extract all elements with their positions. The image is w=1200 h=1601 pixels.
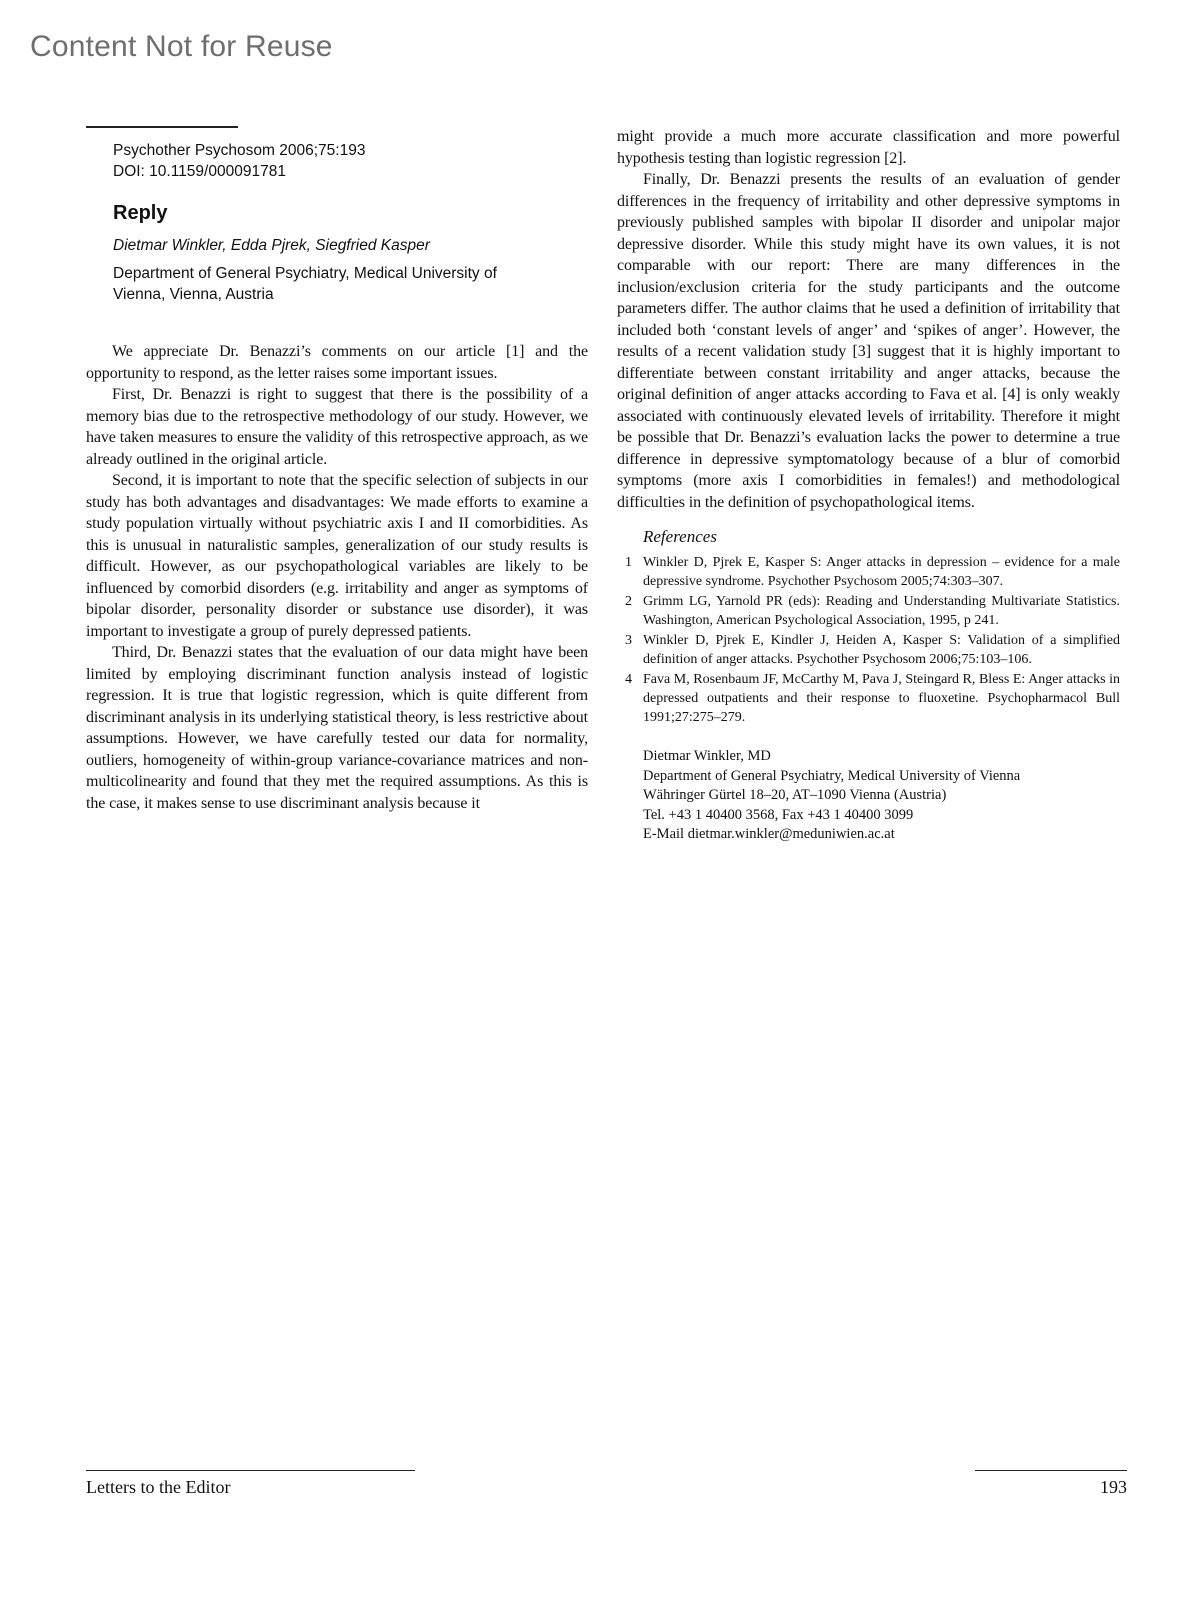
correspondence-phone: Tel. +43 1 40400 3568, Fax +43 1 40400 3099 — [643, 806, 914, 823]
affiliation-line-2: Vienna, Vienna, Austria — [113, 286, 274, 303]
references-heading: References — [643, 527, 717, 546]
affiliation-line-1: Department of General Psychiatry, Medical University of — [113, 265, 497, 282]
paragraph-second: Second, it is important to note that the specific selection of subjects in our study has both advantages and disadvantages: We made efforts to examine a study population virtually without psychiatric axis I and II comorbidities. As this is unusual in naturalistic samples, generalization of our study results is difficult. However, as our psychopathological variables are likely to be influenced by comorbid disorders (e.g. irritability and anger as symptoms of bipolar disorder, personality disorder or substance use disorder), it was important to investigate a group of purely depressed patients. — [86, 472, 588, 640]
footer-page-number: 193 — [1100, 1477, 1127, 1497]
reference-text: Winkler D, Pjrek E, Kasper S: Anger attacks in depression – evidence for a male depressive syndrome. Psychother Psychosom 2005;74:303–307. — [643, 555, 1120, 589]
reference-number: 3 — [625, 633, 632, 648]
doi: DOI: 10.1159/000091781 — [113, 163, 286, 180]
correspondence-email: E-Mail dietmar.winkler@meduniwien.ac.at — [643, 826, 895, 842]
paragraph-finally: Finally, Dr. Benazzi presents the results of an evaluation of gender differences in the frequency of irritability and other depressive symptoms in previously published samples with bipolar II disorder and unipolar major depressive disorder. While this study might have its own values, it is not comparable with our report: There are many differences in the inclusion/exclusion criteria for the study participants and the outcome parameters differ. The author claims that he used a definition of irritability that included both ‘constant levels of anger’ and ‘spikes of anger’. However, the results of a recent validation study [3] suggest that it is highly important to differentiate between constant irritability and anger attacks, because the original definition of anger attacks according to Fava et al. [4] is only weakly associated with continuously elevated levels of irritability. Therefore it might be possible that Dr. Benazzi’s evaluation lacks the power to determine a true difference in depressive symptomatology because of a blur of comorbid symptoms (more axis I comorbidities in females!) and methodological difficulties in the definition of psychopathological items. — [617, 171, 1120, 511]
reference-number: 1 — [625, 555, 632, 570]
reference-number: 4 — [625, 672, 632, 687]
body-text-left — [86, 341, 588, 814]
footer-rule-right — [975, 1470, 1127, 1471]
reference-text: Winkler D, Pjrek E, Kindler J, Heiden A, Kasper S: Validation of a simplified definition of anger attacks. Psychother Psychosom 2006;75:103–106. — [643, 633, 1120, 667]
reference-text: Fava M, Rosenbaum JF, McCarthy M, Pava J, Steingard R, Bless E: Anger attacks in depressed outpatients and their response to fluoxetine. Psychopharmacol Bull 1991;27:275–279. — [643, 672, 1120, 725]
paragraph-third: Third, Dr. Benazzi states that the evaluation of our data might have been limited by employing discriminant function analysis instead of logistic regression. It is true that logistic regression, which is quite different from discriminant analysis in its underlying statistical theory, is less restrictive about assumptions. However, we have carefully tested our data for normality, outliers, homogeneity of within-group variance-covariance matrices and non-multicolinearity and found that they met the required assumptions. As this is the case, it makes sense to use discriminant analysis because it — [86, 644, 588, 812]
article-title: Reply — [113, 202, 168, 224]
footer-section-name: Letters to the Editor — [86, 1477, 231, 1497]
article-authors: Dietmar Winkler, Edda Pjrek, Siegfried Kasper — [113, 237, 430, 254]
journal-reference: Psychother Psychosom 2006;75:193 — [113, 142, 366, 159]
paragraph-intro: We appreciate Dr. Benazzi’s comments on our article [1] and the opportunity to respond, as the letter raises some important issues. — [86, 343, 588, 382]
reference-item — [617, 553, 1120, 591]
reference-number: 2 — [625, 594, 632, 609]
correspondence-department: Department of General Psychiatry, Medical University of Vienna — [643, 767, 1021, 784]
correspondence-name: Dietmar Winkler, MD — [643, 748, 771, 764]
paragraph-continuation: might provide a much more accurate classification and more powerful hypothesis testing than logistic regression [2]. — [617, 128, 1120, 167]
references-list — [617, 553, 1120, 727]
paragraph-first: First, Dr. Benazzi is right to suggest that there is the possibility of a memory bias due to the retrospective methodology of our study. However, we have taken measures to ensure the validity of this retrospective approach, as we already outlined in the original article. — [86, 386, 588, 468]
reference-item — [617, 670, 1120, 727]
reference-item — [617, 592, 1120, 630]
reference-item — [617, 631, 1120, 669]
correspondence-address — [643, 747, 1120, 845]
correspondence-street: Währinger Gürtel 18–20, AT–1090 Vienna (Austria) — [643, 787, 947, 803]
footer-rule-left — [86, 1470, 415, 1471]
header-rule — [86, 126, 238, 128]
right-column — [617, 126, 1120, 845]
watermark-text: Content Not for Reuse — [30, 30, 333, 63]
reference-text: Grimm LG, Yarnold PR (eds): Reading and Understanding Multivariate Statistics. Washington, American Psychological Association, 1995, p 241. — [643, 594, 1120, 628]
left-column — [86, 126, 588, 814]
